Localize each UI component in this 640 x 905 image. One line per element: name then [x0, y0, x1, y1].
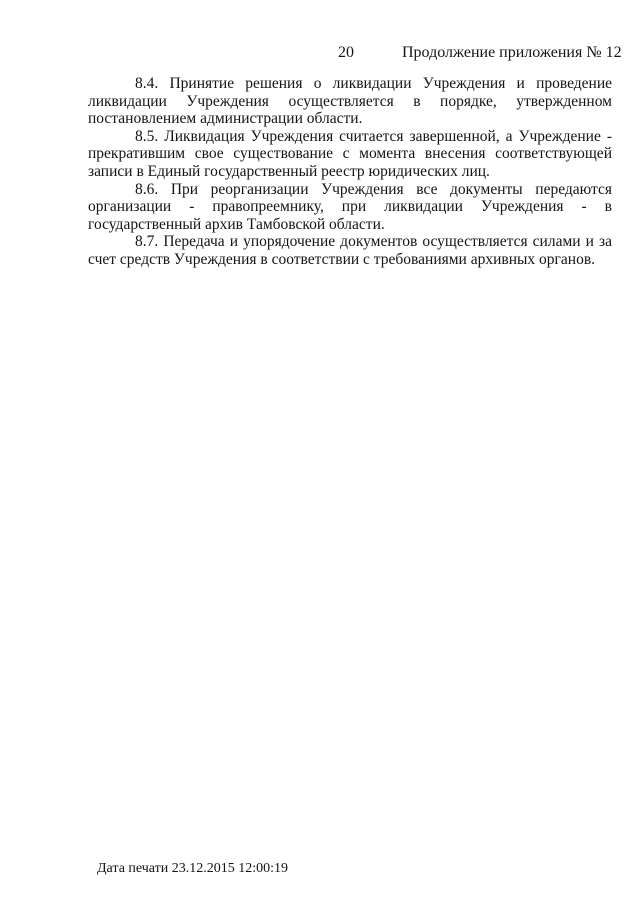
paragraph-8-5: 8.5. Ликвидация Учреждения считается завершенной, а Учреждение - прекратившим свое существование с момента внесения соответствующей записи в Единый государственный реестр юридических лиц.	[88, 127, 612, 180]
paragraph-8-6: 8.6. При реорганизации Учреждения все документы передаются организации - правопреемнику, при ликвидации Учреждения - в государственный архив Тамбовской области.	[88, 180, 612, 233]
paragraph-8-4: 8.4. Принятие решения о ликвидации Учреждения и проведение ликвидации Учреждения осуществляется в порядке, утвержденном постановлением администрации области.	[88, 75, 612, 128]
appendix-continuation-title: Продолжение приложения № 12	[402, 44, 622, 61]
print-date: Дата печати 23.12.2015 12:00:19	[97, 861, 289, 876]
page-number: 20	[338, 44, 354, 61]
paragraph-8-7: 8.7. Передача и упорядочение документов осуществляется силами и за счет средств Учреждения в соответствии с требованиями архивных органов.	[88, 233, 612, 268]
document-body	[88, 75, 612, 269]
